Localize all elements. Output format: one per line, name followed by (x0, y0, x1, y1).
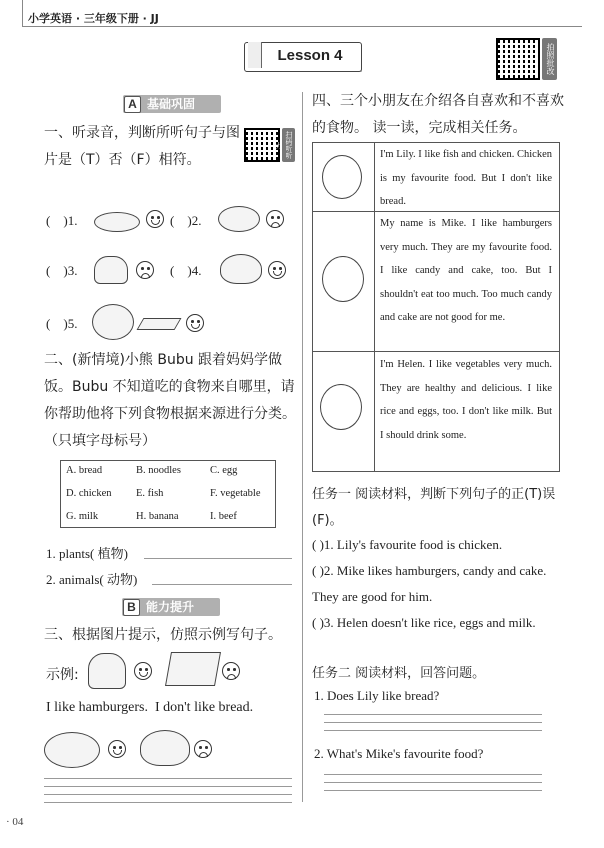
task-1-item-3: ( )3. Helen doesn't like rice, eggs and milk. (312, 615, 536, 630)
frown-face-icon (222, 662, 240, 680)
option-egg: C. egg (210, 465, 238, 476)
question-2-title: 二、(新情境)小熊 Bubu 跟着妈妈学做饭。Bubu 不知道吃的食物来自哪里，请你帮助他将下列食物根据来源进行分类。（只填字母标号） (44, 352, 296, 449)
q3-answer-line[interactable] (44, 778, 292, 779)
option-chicken: D. chicken (66, 488, 112, 499)
book-title: 小学英语 · 三年级下册 · JJ (28, 12, 159, 25)
smile-face-icon (108, 740, 126, 758)
header-rule-vertical (22, 0, 23, 26)
fish-image (94, 212, 140, 232)
task-2-answer-line[interactable] (324, 774, 542, 775)
q1-item-4: ( )4. (170, 263, 202, 278)
q3-answer-line[interactable] (44, 786, 292, 787)
q1-item-1: ( )1. (46, 213, 78, 228)
hamburger-image (88, 653, 126, 689)
example-sentence: I like hamburgers. I don't like bread. (46, 700, 254, 715)
option-milk: G. milk (66, 511, 99, 522)
option-bread: A. bread (66, 465, 103, 476)
lesson-book-icon (248, 42, 262, 68)
section-b-title: 能力提升 (146, 600, 195, 614)
q1-item-5: ( )5. (46, 316, 78, 331)
frown-face-icon (266, 210, 284, 228)
noodles-image (92, 304, 134, 340)
task-2-question-2: 2. What's Mike's favourite food? (314, 746, 484, 761)
section-a-letter: A (124, 96, 141, 113)
question-3-title: 三、根据图片提示，仿照示例写句子。 (44, 627, 282, 643)
task-2-answer-line[interactable] (324, 714, 542, 715)
roast-chicken-image (140, 730, 190, 766)
table-row-rule (312, 351, 560, 352)
bacon-image (137, 318, 182, 330)
task-1-item-1: ( )1. Lily's favourite food is chicken. (312, 537, 503, 552)
question-4-title: 四、三个小朋友在介绍各自喜欢和不喜欢的食物。 读一读，完成相关任务。 (312, 93, 564, 136)
question-1-title: 一、听录音，判断所听句子与图片是（T）否（F）相符。 (44, 125, 240, 168)
roast-chicken-image (220, 254, 262, 284)
task-2-title: 任务二 阅读材料，回答问题。 (312, 666, 486, 681)
plants-answer-line[interactable] (144, 558, 292, 559)
option-banana: H. banana (136, 511, 179, 522)
section-a-title: 基础巩固 (147, 97, 196, 111)
page-number: · 04 (6, 816, 24, 828)
plants-label: 1. plants( 植物) (46, 546, 128, 561)
option-beef: I. beef (210, 511, 237, 522)
header-rule (22, 26, 582, 27)
option-vegetable: F. vegetable (210, 488, 261, 499)
task-2-answer-line[interactable] (324, 782, 542, 783)
salad-image (44, 732, 100, 768)
task-2-question-1: 1. Does Lily like bread? (314, 688, 440, 703)
option-noodles: B. noodles (136, 465, 181, 476)
example-label: 示例: (46, 667, 79, 683)
lily-avatar (322, 155, 362, 199)
animals-answer-line[interactable] (152, 584, 292, 585)
table-divider (374, 142, 375, 472)
lily-text: I'm Lily. I like fish and chicken. Chicken is my favourite food. But I don't like bread. (380, 149, 552, 207)
bread-image (165, 652, 221, 686)
q3-answer-line[interactable] (44, 802, 292, 803)
frown-face-icon (194, 740, 212, 758)
q3-answer-line[interactable] (44, 794, 292, 795)
smile-face-icon (268, 261, 286, 279)
smile-face-icon (146, 210, 164, 228)
hamburger-image (94, 256, 128, 284)
qr-label-listen: 扫码听听力 (282, 128, 295, 162)
animals-label: 2. animals( 动物) (46, 572, 138, 587)
helen-avatar (320, 384, 362, 430)
task-1-item-2: ( )2. Mike likes hamburgers, candy and cake. They are good for him. (312, 563, 547, 604)
qr-label-grade: 拍照批改 (542, 38, 557, 80)
task-2-answer-line[interactable] (324, 722, 542, 723)
task-2-answer-line[interactable] (324, 790, 542, 791)
lesson-title: Lesson 4 (277, 47, 343, 64)
salad-image (218, 206, 260, 232)
qr-code-icon[interactable] (496, 38, 540, 80)
smile-face-icon (134, 662, 152, 680)
mike-text: My name is Mike. I like hamburgers very much. They are my favourite food. I like candy and cake, too. But I shouldn't eat too much. Too much candy and cake are not good for me. (380, 218, 552, 323)
frown-face-icon (136, 261, 154, 279)
task-2-answer-line[interactable] (324, 730, 542, 731)
q1-item-3: ( )3. (46, 263, 78, 278)
mike-avatar (322, 256, 364, 302)
section-b-letter: B (123, 599, 140, 616)
helen-text: I'm Helen. I like vegetables very much. They are healthy and delicious. I like rice and eggs, too. I don't like milk. But I should drink some. (380, 359, 552, 441)
option-fish: E. fish (136, 488, 164, 499)
q1-item-2: ( )2. (170, 213, 202, 228)
task-1-title: 任务一 阅读材料，判断下列句子的正(T)误(F)。 (312, 487, 556, 528)
smile-face-icon (186, 314, 204, 332)
column-divider (302, 92, 303, 802)
